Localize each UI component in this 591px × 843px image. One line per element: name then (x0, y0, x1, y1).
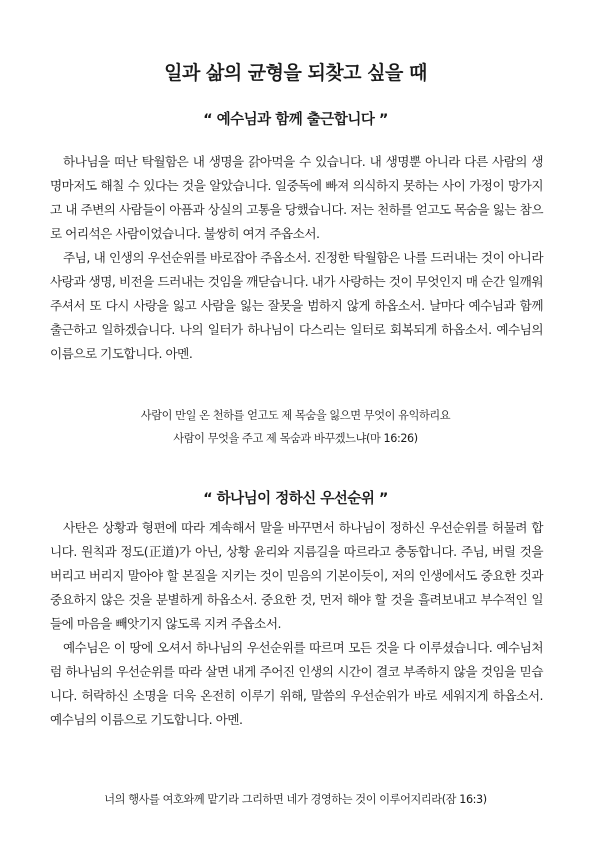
prayer-paragraph-4: 예수님은 이 땅에 오셔서 하나님의 우선순위를 따르며 모든 것을 다 이루셨습니다. 예수님처럼 하나님의 우선순위를 따라 살면 내게 주어진 인생의 시간이 결코 부족하지 않을 것임을 믿습니다. 허락하신 소명을 더욱 온전히 이루기 위해, 말씀의 우선순위가 바로 세워지게 하옵소서. 예수님의 이름으로 기도합니다. 아멘. (50, 640, 543, 727)
section-heading-2: “ 하나님이 정하신 우선순위 ” (203, 491, 388, 507)
scripture-verse-1 (0, 404, 591, 450)
section-heading-1: “ 예수님과 함께 출근합니다 ” (203, 112, 388, 128)
verse-line: 사람이 무엇을 주고 제 목숨과 바꾸겠느냐(마 16:26) (173, 432, 418, 445)
page-title: 일과 삶의 균형을 되찾고 싶을 때 (164, 62, 427, 84)
verse-line: 너의 행사를 여호와께 맡기라 그리하면 네가 경영하는 것이 이루어지리라(잠 16:3) (104, 793, 487, 806)
scripture-verse-2 (0, 788, 591, 811)
prayer-paragraph-3: 사탄은 상황과 형편에 따라 계속해서 말을 바꾸면서 하나님이 정하신 우선순위를 허물려 합니다. 원칙과 정도(正道)가 아닌, 상황 윤리와 지름길을 따르라고 충동합니다. 주님, 버릴 것을 버리고 버리지 말아야 할 본질을 지키는 것이 믿음의 기본이듯이, 저의 인생에서도 중요한 것과 중요하지 않은 것을 분별하게 하옵소서. 중요한 것, 먼저 해야 할 것을 흘려보내고 부수적인 일들에 마음을 빼앗기지 않도록 지켜 주옵소서. (50, 520, 543, 631)
prayer-paragraph-2: 주님, 내 인생의 우선순위를 바로잡아 주옵소서. 진정한 탁월함은 나를 드러내는 것이 아니라 사랑과 생명, 비전을 드러내는 것임을 깨닫습니다. 내가 사랑하는 것이 무엇인지 매 순간 일깨워 주셔서 또 다시 사랑을 잃고 사람을 잃는 잘못을 범하지 않게 하옵소서. 날마다 예수님과 함께 출근하고 일하겠습니다. 나의 일터가 하나님이 다스리는 일터로 회복되게 하옵소서. 예수님의 이름으로 기도합니다. 아멘. (50, 250, 543, 361)
verse-line: 사람이 만일 온 천하를 얻고도 제 목숨을 잃으면 무엇이 유익하리요 (140, 409, 451, 422)
prayer-paragraph-1: 하나님을 떠난 탁월함은 내 생명을 갉아먹을 수 있습니다. 내 생명뿐 아니라 다른 사람의 생명마저도 해칠 수 있다는 것을 알았습니다. 일중독에 빠져 의식하지 못하는 사이 가정이 망가지고 내 주변의 사람들이 아픔과 상실의 고통을 당했습니다. 저는 천하를 얻고도 목숨을 잃는 참으로 어리석은 사람이었습니다. 불쌍히 여겨 주옵소서. (50, 154, 543, 241)
